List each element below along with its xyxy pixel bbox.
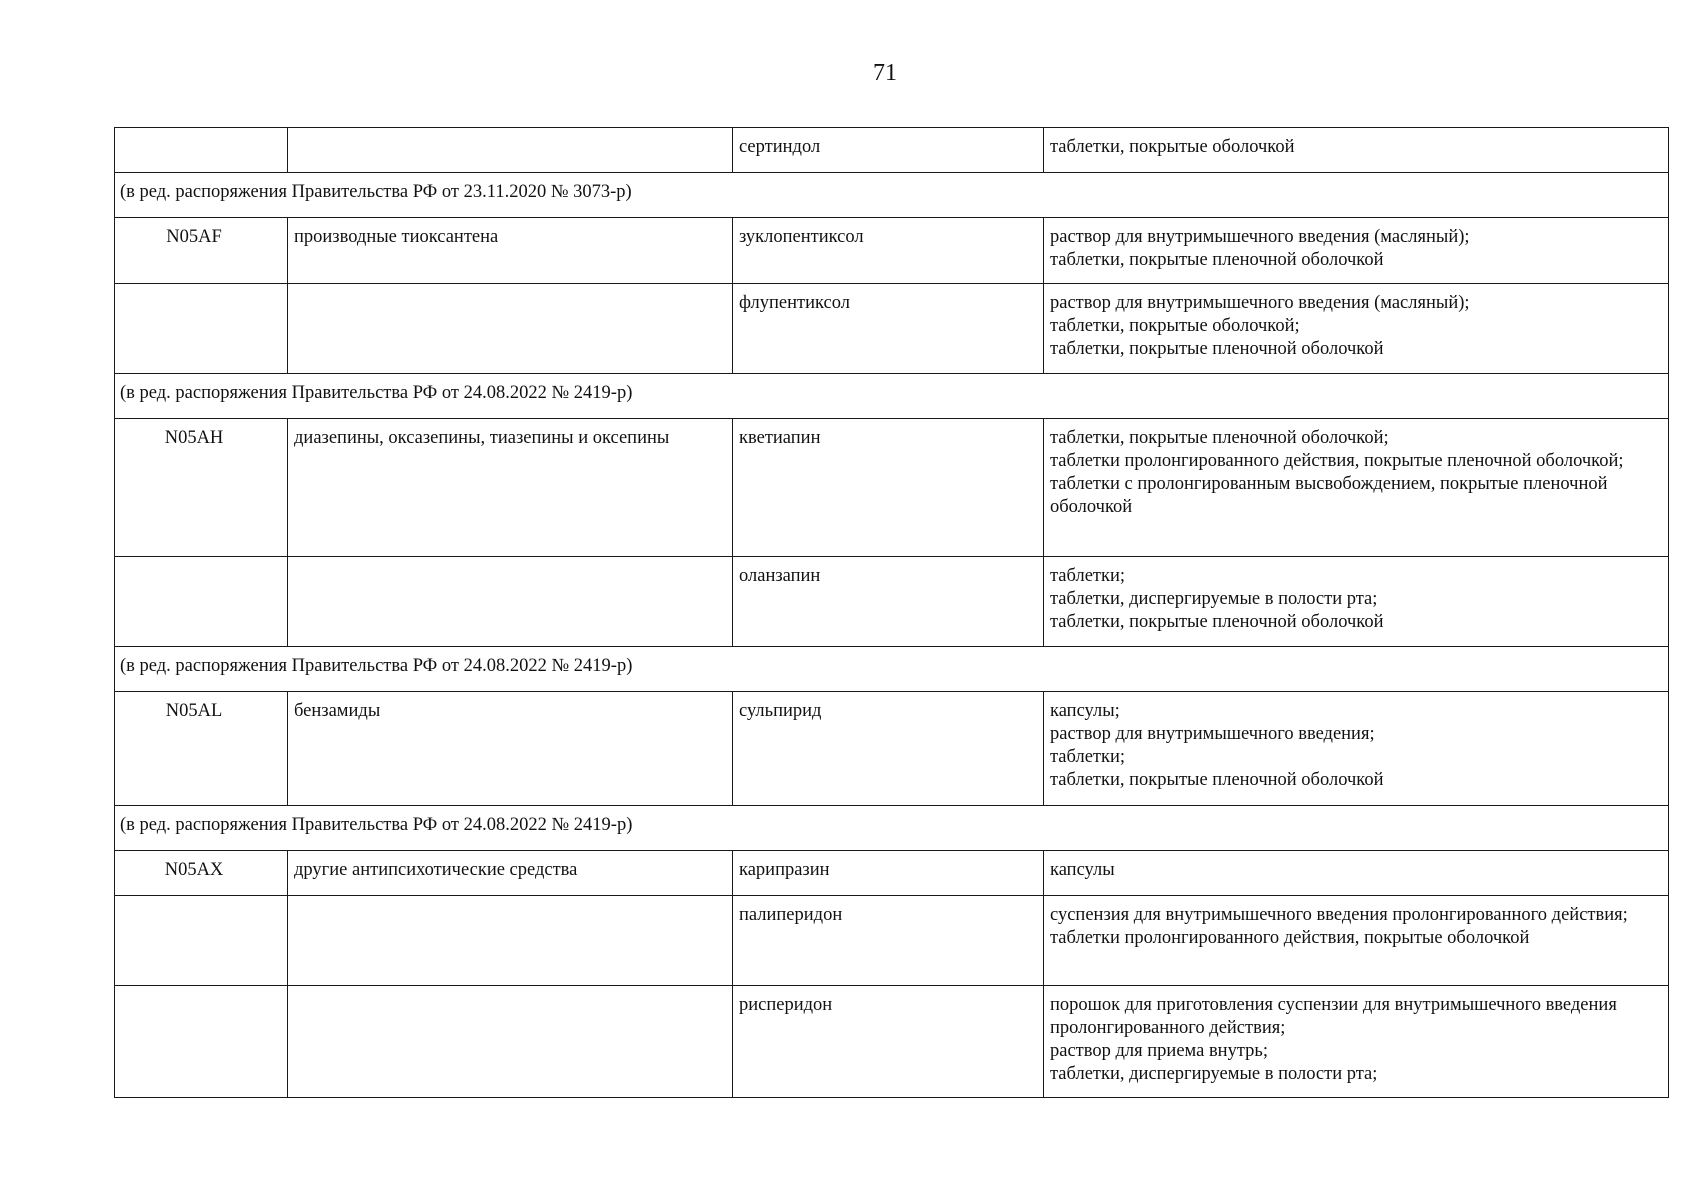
atc-code-cell: [115, 896, 288, 986]
dosage-form-line: таблетки;: [1050, 747, 1126, 767]
pharmacological-group-cell: другие антипсихотические средства: [288, 851, 733, 896]
amendment-note-row: [115, 374, 1669, 419]
dosage-forms-cell: [1044, 692, 1669, 806]
dosage-form-line: таблетки, покрытые пленочной оболочкой: [1050, 250, 1384, 270]
drug-name-cell: флупентиксол: [733, 284, 1044, 374]
dosage-forms-cell: [1044, 419, 1669, 557]
pharmacological-group-cell: бензамиды: [288, 692, 733, 806]
table-row: [115, 284, 1669, 374]
amendment-note: (в ред. распоряжения Правительства РФ от 24.08.2022 № 2419-р): [115, 806, 1669, 851]
dosage-forms-cell: [1044, 851, 1669, 896]
dosage-forms-cell: [1044, 284, 1669, 374]
drug-table: [114, 127, 1669, 1098]
dosage-form-line: таблетки, покрытые оболочкой: [1050, 137, 1295, 157]
pharmacological-group-cell: производные тиоксантена: [288, 218, 733, 284]
drug-name-cell: сульпирид: [733, 692, 1044, 806]
pharmacological-group-cell: [288, 896, 733, 986]
dosage-forms-cell: [1044, 218, 1669, 284]
drug-name-cell: кветиапин: [733, 419, 1044, 557]
dosage-form-line: таблетки, покрытые пленочной оболочкой: [1050, 612, 1384, 632]
dosage-form-line: раствор для внутримышечного введения;: [1050, 724, 1375, 744]
table-row: [115, 557, 1669, 647]
atc-code-cell: [115, 128, 288, 173]
drug-name-cell: карипразин: [733, 851, 1044, 896]
atc-code-cell: N05AF: [115, 218, 288, 284]
atc-code-cell: [115, 986, 288, 1098]
table-row: [115, 851, 1669, 896]
amendment-note-row: [115, 647, 1669, 692]
amendment-note-row: [115, 173, 1669, 218]
atc-code-cell: N05AH: [115, 419, 288, 557]
drug-name-cell: сертиндол: [733, 128, 1044, 173]
table-row: [115, 419, 1669, 557]
dosage-form-line: капсулы: [1050, 860, 1115, 880]
atc-code-cell: N05AX: [115, 851, 288, 896]
table-row: [115, 128, 1669, 173]
atc-code-cell: N05AL: [115, 692, 288, 806]
dosage-form-line: таблетки пролонгированного действия, покрытые оболочкой: [1050, 928, 1530, 948]
dosage-form-line: таблетки пролонгированного действия, покрытые пленочной оболочкой;: [1050, 451, 1624, 471]
drug-table-body: [115, 128, 1669, 1098]
dosage-form-line: порошок для приготовления суспензии для внутримышечного введения пролонгированного действия;: [1050, 995, 1617, 1038]
pharmacological-group-cell: [288, 128, 733, 173]
dosage-forms-cell: [1044, 557, 1669, 647]
dosage-forms-cell: [1044, 128, 1669, 173]
drug-name-cell: оланзапин: [733, 557, 1044, 647]
page-number: 71: [873, 60, 897, 86]
pharmacological-group-cell: диазепины, оксазепины, тиазепины и оксепины: [288, 419, 733, 557]
amendment-note: (в ред. распоряжения Правительства РФ от 24.08.2022 № 2419-р): [115, 647, 1669, 692]
pharmacological-group-cell: [288, 284, 733, 374]
dosage-form-line: таблетки, покрытые оболочкой;: [1050, 316, 1300, 336]
atc-code-cell: [115, 284, 288, 374]
dosage-form-line: капсулы;: [1050, 701, 1120, 721]
dosage-form-line: таблетки, покрытые пленочной оболочкой: [1050, 770, 1384, 790]
amendment-note-row: [115, 806, 1669, 851]
dosage-form-line: таблетки;: [1050, 566, 1126, 586]
dosage-forms-cell: [1044, 986, 1669, 1098]
pharmacological-group-cell: [288, 986, 733, 1098]
dosage-form-line: раствор для внутримышечного введения (масляный);: [1050, 227, 1470, 247]
dosage-form-line: таблетки, покрытые пленочной оболочкой: [1050, 339, 1384, 359]
pharmacological-group-cell: [288, 557, 733, 647]
table-row: [115, 896, 1669, 986]
dosage-form-line: таблетки, покрытые пленочной оболочкой;: [1050, 428, 1389, 448]
amendment-note: (в ред. распоряжения Правительства РФ от 23.11.2020 № 3073-р): [115, 173, 1669, 218]
dosage-form-line: суспензия для внутримышечного введения пролонгированного действия;: [1050, 905, 1628, 925]
amendment-note: (в ред. распоряжения Правительства РФ от 24.08.2022 № 2419-р): [115, 374, 1669, 419]
dosage-form-line: таблетки, диспергируемые в полости рта;: [1050, 589, 1378, 609]
atc-code-cell: [115, 557, 288, 647]
table-row: [115, 986, 1669, 1098]
dosage-form-line: таблетки с пролонгированным высвобождением, покрытые пленочной оболочкой: [1050, 474, 1608, 517]
drug-name-cell: зуклопентиксол: [733, 218, 1044, 284]
table-row: [115, 692, 1669, 806]
table-row: [115, 218, 1669, 284]
drug-name-cell: рисперидон: [733, 986, 1044, 1098]
dosage-form-line: раствор для приема внутрь;: [1050, 1041, 1268, 1061]
dosage-form-line: таблетки, диспергируемые в полости рта;: [1050, 1064, 1378, 1084]
drug-name-cell: палиперидон: [733, 896, 1044, 986]
dosage-form-line: раствор для внутримышечного введения (масляный);: [1050, 293, 1470, 313]
dosage-forms-cell: [1044, 896, 1669, 986]
